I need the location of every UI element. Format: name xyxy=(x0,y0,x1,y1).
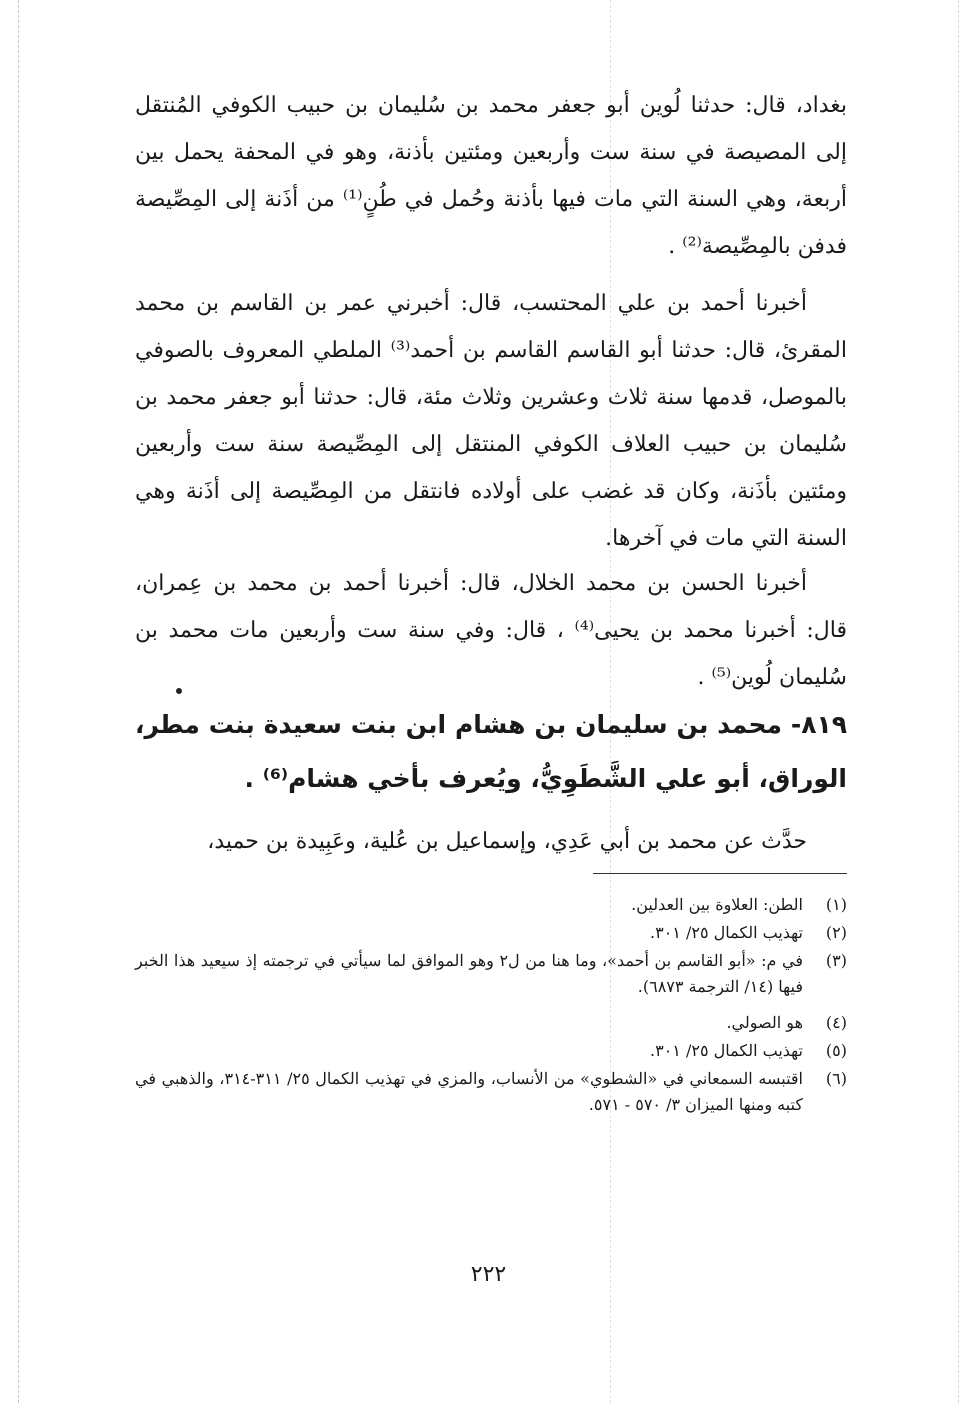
footnotes xyxy=(135,892,847,1120)
footnote-number: (٥) xyxy=(825,1041,847,1060)
ink-speck xyxy=(176,688,182,694)
footnote-text: هو الصولي. xyxy=(726,1013,803,1032)
footnote-5 xyxy=(135,1038,847,1064)
footnote-number: (٦) xyxy=(825,1069,847,1088)
footnote-2 xyxy=(135,920,847,946)
footnote-text: تهذيب الكمال ٢٥/ ٣٠١. xyxy=(649,1041,803,1060)
footnote-number: (٤) xyxy=(825,1013,847,1032)
page-number: ٢٢٢ xyxy=(470,1262,507,1287)
footnote-6 xyxy=(135,1066,847,1118)
footnote-text: تهذيب الكمال ٢٥/ ٣٠١. xyxy=(649,923,803,942)
footnote-text: الطن: العلاوة بين العدلين. xyxy=(631,895,803,914)
footnote-text: اقتبسه السمعاني في «الشطوي» من الأنساب، والمزي في تهذيب الكمال ٢٥/ ٣١١-٣١٤، والذهبي في كتبه ومنها الميزان ٣/ ٥٧٠ - ٥٧١. xyxy=(135,1069,803,1114)
paragraph-4 xyxy=(135,818,847,865)
entry-heading-text: ٨١٩- محمد بن سليمان بن هشام ابن بنت سعيدة بنت مطر، الوراق، أبو علي الشَّطَوِيُّ، ويُعرف بأخي هشام⁽⁶⁾ . xyxy=(135,710,847,793)
footnote-3 xyxy=(135,948,847,1000)
paragraph-text: أخبرنا أحمد بن علي المحتسب، قال: أخبرني عمر بن القاسم بن محمد المقرئ، قال: حدثنا أبو القاسم القاسم بن أحمد⁽³⁾ الملطي المعروف بالصوفي بالموصل، قدمها سنة ثلاث وعشرين وثلاث مئة، قال: حدثنا أبو جعفر محمد بن سُليمان بن حبيب العلاف الكوفي المنتقل إلى المِصِّيصة سنة ست وأربعين ومئتين بأذَنة، وكان قد غضب على أولاده فانتقل من المِصِّيصة إلى أذَنة وهي السنة التي مات في آخرها. xyxy=(135,291,847,551)
scan-edge-line xyxy=(958,0,959,1403)
footnote-text: في م: «أبو القاسم بن أحمد»، وما هنا من ل٢ وهو الموافق لما سيأتي في ترجمته إذ سيعيد هذا الخبر فيها (١٤/ الترجمة ٦٨٧٣). xyxy=(135,951,804,996)
paragraph-3 xyxy=(135,560,847,701)
footnote-number: (٣) xyxy=(825,951,847,970)
paragraph-text: بغداد، قال: حدثنا لُوين أبو جعفر محمد بن سُليمان بن حبيب الكوفي المُنتقل إلى المصيصة في سنة ست وأربعين ومئتين بأذنة، وهو في المحفة يحمل بين أربعة، وهي السنة التي مات فيها بأذنة وحُمل في طُنٍ⁽¹⁾ من أذَنة إلى المِصِّيصة فدفن بالمِصِّيصة⁽²⁾ . xyxy=(135,93,847,259)
paragraph-text: حدَّث عن محمد بن أبي عَدِي، وإسماعيل بن عُلية، وعَبِيدة بن حميد، xyxy=(207,829,807,854)
footnote-number: (٢) xyxy=(825,923,847,942)
paragraph-2 xyxy=(135,280,847,562)
footnote-4 xyxy=(135,1010,847,1036)
footnote-1 xyxy=(135,892,847,918)
paragraph-1 xyxy=(135,82,847,270)
footnote-separator xyxy=(593,873,847,874)
entry-heading xyxy=(135,698,847,806)
paragraph-text: أخبرنا الحسن بن محمد الخلال، قال: أخبرنا أحمد بن محمد بن عِمران، قال: أخبرنا محمد بن يحيى⁽⁴⁾ ، قال: وفي سنة ست وأربعين مات محمد بن سُليمان لُوين⁽⁵⁾ . xyxy=(135,571,847,690)
footnote-number: (١) xyxy=(825,895,847,914)
scan-margin-line xyxy=(18,0,19,1403)
